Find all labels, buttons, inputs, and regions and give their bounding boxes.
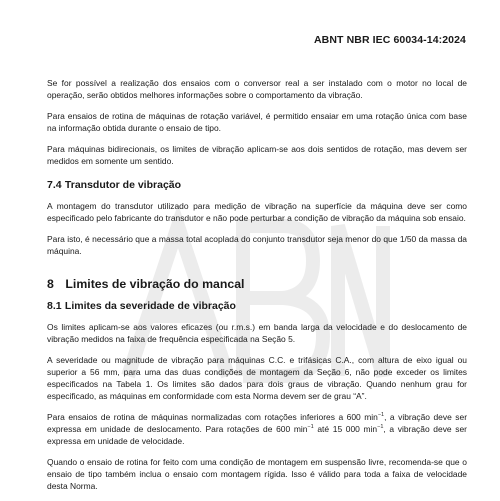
section-heading-8-1 [47, 300, 467, 312]
text-run: , a vibração deve ser expressa em unidade de deslocamento. Para rotações de 600 min [47, 412, 468, 434]
paragraph: Os limites aplicam-se aos valores eficazes (ou r.m.s.) em banda larga da velocidade e do deslocamento de vibração medidos na faixa de frequência especificada na Seção 5. [47, 322, 467, 344]
section-heading-7-4 [47, 179, 467, 191]
paragraph: Para máquinas bidirecionais, os limites de vibração aplicam-se aos dois sentidos de rotação, mas devem ser medidos em somente um sentido. [47, 144, 467, 166]
section-heading-8 [47, 277, 467, 291]
text-run: Para ensaios de rotina de máquinas normalizadas com rotações inferiores a 600 min [47, 412, 378, 422]
superscript: −1 [377, 412, 385, 418]
paragraph: A montagem do transdutor utilizado para medição de vibração na superfície da máquina deve ser como especificado pelo fabricante do transdutor e não pode perturbar a condição de vibração da máquina sob ensaio. [47, 201, 467, 223]
section-number: 8 [47, 277, 54, 291]
paragraph: Para ensaios de rotina de máquinas de rotação variável, é permitido ensaiar em uma rotação única com base na informação obtida durante o ensaio de tipo. [47, 111, 467, 133]
section-title: Limites de vibração do mancal [65, 277, 245, 291]
document-body [47, 77, 467, 501]
section-number: 8.1 [47, 300, 62, 312]
section-title: Limites da severidade de vibração [64, 300, 236, 312]
superscript: −1 [377, 424, 384, 430]
superscript: −1 [307, 424, 314, 430]
section-title: Transdutor de vibração [64, 179, 182, 191]
paragraph-rotation-units [47, 411, 467, 447]
paragraph: Se for possível a realização dos ensaios com o conversor real a ser instalado com o motor no local de operação, serão obtidos melhores informações sobre o comportamento da vibração. [47, 78, 467, 100]
paragraph: Para isto, é necessário que a massa total acoplada do conjunto transdutor seja menor do que 1/50 da massa da máquina. [47, 234, 467, 256]
standard-code: ABNT NBR IEC 60034-14:2024 [314, 34, 466, 46]
paragraph: A severidade ou magnitude de vibração para máquinas C.C. e trifásicas C.A., com altura de eixo igual ou superior a 56 mm, para uma das duas condições de montagem da Seção 6, não pode exceder os limites especificados na Tabela 1. Os limites são dados para dois graus de vibração. Quando nenhum grau for especificado, as máquinas em conformidade com esta Norma devem ser de grau “A”. [47, 355, 467, 401]
section-number: 7.4 [47, 179, 62, 191]
text-run: , a vibração deve ser expressa em unidade de velocidade. [47, 424, 467, 446]
paragraph: Quando o ensaio de rotina for feito com uma condição de montagem em suspensão livre, recomenda-se que o ensaio de tipo também inclua o ensaio com montagem rígida. Isso é válido para toda a faixa de velocidade desta Norma. [47, 457, 467, 491]
text-run: até 15 000 min [313, 424, 378, 434]
